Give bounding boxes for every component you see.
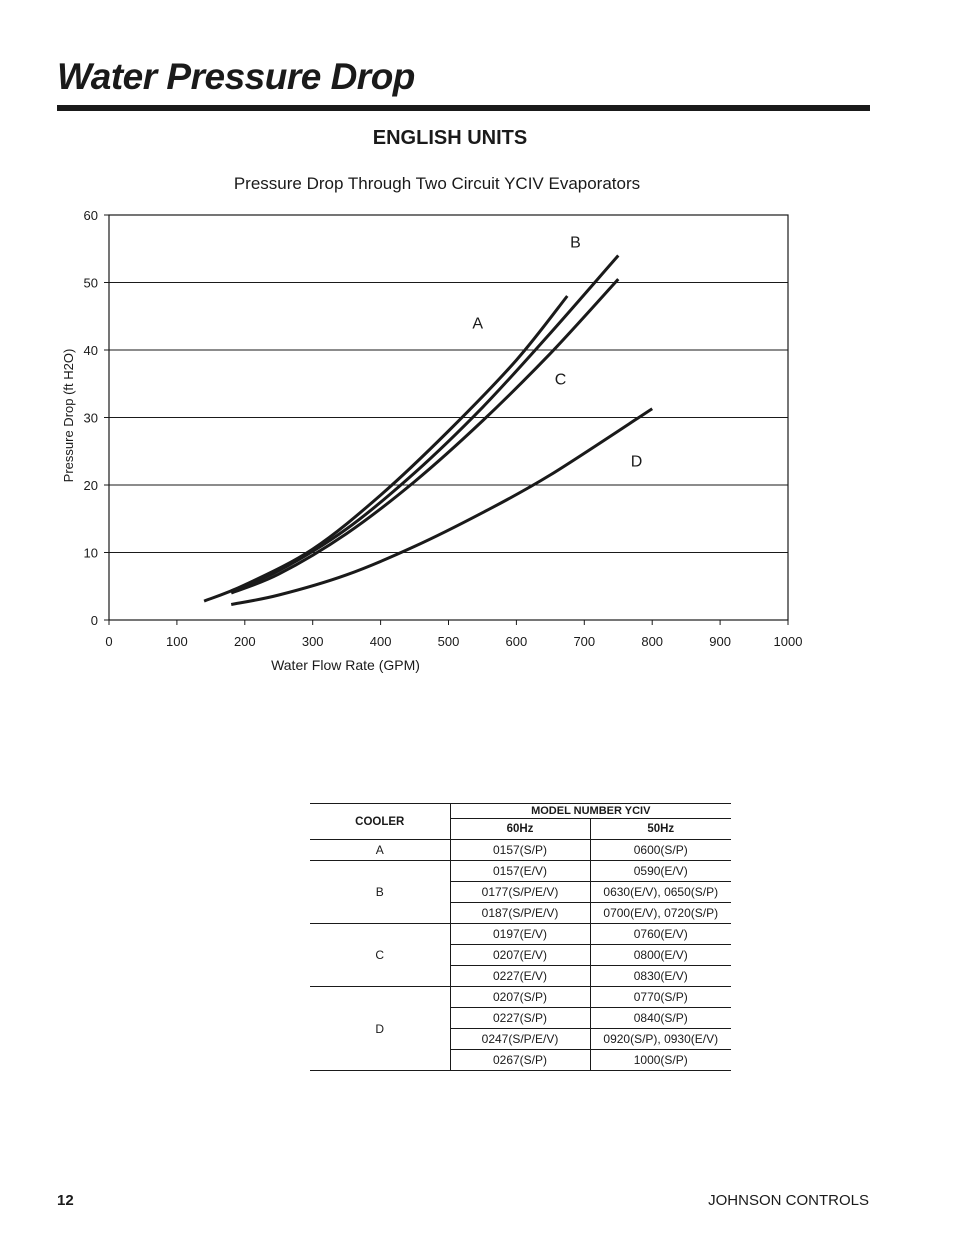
table-row: [310, 840, 731, 861]
model-60hz-cell: 0177(S/P/E/V): [450, 882, 590, 903]
model-50hz-cell: 0800(E/V): [590, 945, 731, 966]
series-line-a: [204, 296, 567, 601]
x-tick-label: 400: [369, 634, 392, 649]
title-rule: [57, 105, 870, 111]
footer-company: JOHNSON CONTROLS: [708, 1192, 869, 1209]
hz50-header: 50Hz: [590, 819, 731, 840]
model-60hz-cell: 0227(E/V): [450, 966, 590, 987]
cooler-cell: D: [310, 987, 450, 1071]
y-tick-label: 0: [90, 613, 98, 628]
x-axis-label: Water Flow Rate (GPM): [271, 657, 420, 673]
x-tick-label: 200: [233, 634, 256, 649]
model-number-header: MODEL NUMBER YCIV: [450, 804, 731, 819]
model-50hz-cell: 0700(E/V), 0720(S/P): [590, 903, 731, 924]
curve-label-a: A: [472, 315, 484, 333]
cooler-cell: C: [310, 924, 450, 987]
model-60hz-cell: 0157(S/P): [450, 840, 590, 861]
model-60hz-cell: 0197(E/V): [450, 924, 590, 945]
x-tick-label: 100: [166, 634, 188, 649]
cooler-cell: B: [310, 861, 450, 924]
model-50hz-cell: 0830(E/V): [590, 966, 731, 987]
model-60hz-cell: 0187(S/P/E/V): [450, 903, 590, 924]
model-50hz-cell: 0600(S/P): [590, 840, 731, 861]
hz60-header: 60Hz: [450, 819, 590, 840]
y-tick-label: 60: [83, 208, 98, 223]
page-title: Water Pressure Drop: [57, 56, 415, 97]
x-tick-label: 1000: [773, 634, 803, 649]
x-tick-label: 600: [505, 634, 528, 649]
model-60hz-cell: 0157(E/V): [450, 861, 590, 882]
y-tick-label: 50: [83, 275, 98, 291]
pressure-drop-chart: [0, 195, 880, 685]
model-50hz-cell: 0590(E/V): [590, 861, 731, 882]
curve-label-d: D: [630, 453, 643, 471]
model-60hz-cell: 0207(E/V): [450, 945, 590, 966]
table-row: [310, 924, 731, 945]
y-tick-label: 30: [83, 410, 98, 426]
x-tick-label: 500: [437, 634, 460, 649]
model-50hz-cell: 0840(S/P): [590, 1008, 731, 1029]
model-60hz-cell: 0267(S/P): [450, 1050, 590, 1071]
x-tick-label: 700: [573, 634, 596, 649]
x-tick-label: 300: [301, 634, 324, 649]
page-number: 12: [57, 1192, 74, 1209]
x-tick-label: 800: [641, 634, 664, 649]
table-row: [310, 987, 731, 1008]
model-60hz-cell: 0207(S/P): [450, 987, 590, 1008]
curve-label-c: C: [554, 371, 567, 389]
model-60hz-cell: 0247(S/P/E/V): [450, 1029, 590, 1050]
cooler-header: COOLER: [310, 804, 450, 840]
y-axis-label: Pressure Drop (ft H2O): [61, 348, 76, 483]
table-header-row: [310, 804, 731, 819]
cooler-cell: A: [310, 840, 450, 861]
y-tick-label: 20: [83, 478, 98, 493]
model-60hz-cell: 0227(S/P): [450, 1008, 590, 1029]
model-50hz-cell: 0630(E/V), 0650(S/P): [590, 882, 731, 903]
x-tick-label: 900: [709, 634, 731, 649]
x-tick-label: 0: [105, 634, 113, 649]
curve-label-b: B: [570, 234, 581, 252]
y-tick-label: 10: [83, 545, 98, 561]
model-50hz-cell: 1000(S/P): [590, 1050, 731, 1071]
model-50hz-cell: 0760(E/V): [590, 924, 731, 945]
chart-title: Pressure Drop Through Two Circuit YCIV Evaporators: [233, 174, 641, 193]
table-row: [310, 861, 731, 882]
model-50hz-cell: 0920(S/P), 0930(E/V): [590, 1029, 731, 1050]
y-tick-label: 40: [83, 343, 98, 358]
model-number-table: [310, 803, 731, 1071]
series-line-c: [231, 279, 618, 593]
section-title: ENGLISH UNITS: [372, 127, 528, 149]
model-50hz-cell: 0770(S/P): [590, 987, 731, 1008]
